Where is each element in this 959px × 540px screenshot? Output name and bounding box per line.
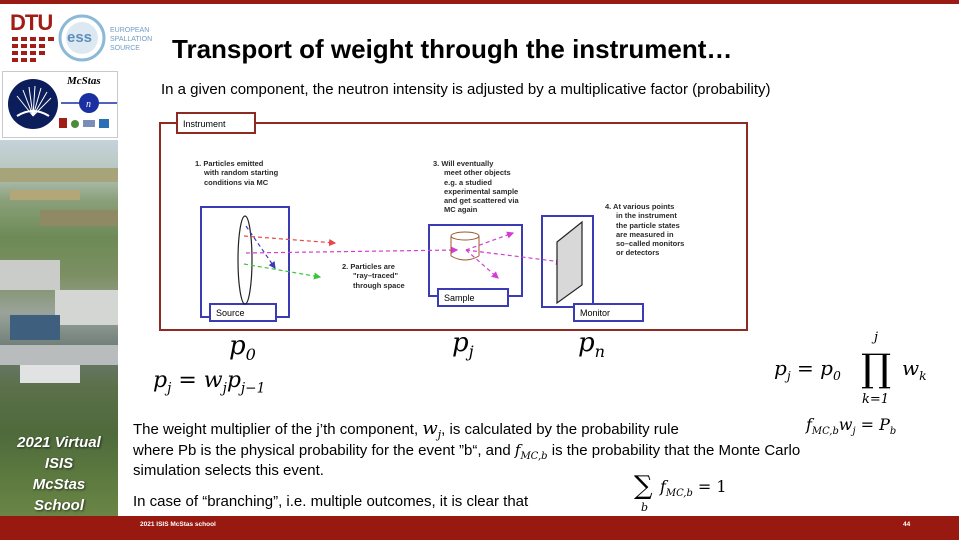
note-line: through space — [353, 280, 405, 290]
school-label-line: 2021 Virtual — [17, 434, 101, 451]
body-line-3: simulation selects this event. — [133, 462, 324, 479]
page-number: 44 — [903, 521, 911, 528]
probability-rule-formula: $f_{MC,b}w_j = P_b$ — [806, 415, 897, 438]
note-raytrace — [342, 262, 405, 290]
note-monitor — [605, 202, 684, 258]
ess-name-line: SOURCE — [110, 45, 140, 52]
sum-lower-limit: b — [641, 501, 649, 514]
sum-formula: ∑ b $f_{MC,b} = 1$ — [634, 471, 727, 514]
note-line: in the instrument — [616, 211, 677, 221]
source-box — [200, 206, 290, 318]
footer-text: 2021 ISIS McStas school — [140, 521, 216, 528]
school-label-line: School — [33, 497, 84, 514]
school-label-line: McStas — [32, 476, 86, 493]
mcstas-emblem-icon — [7, 76, 63, 132]
school-label — [0, 432, 118, 516]
note-line: or detectors — [616, 248, 660, 258]
body-line-2: where Pb is the physical probability for the event ”b“, and $f_{MC,b}$ is the probability that the Monte Carlo — [133, 441, 801, 462]
note-line: so–called monitors — [616, 239, 685, 249]
monitor-box — [541, 215, 594, 308]
note-line: the particle states — [616, 220, 680, 230]
monitor-label: Monitor — [573, 303, 644, 322]
ess-name-line: SPALLATION — [110, 36, 153, 43]
product-symbol: ∏ — [861, 346, 892, 390]
body-line-1: The weight multiplier of the j’th component, $w_j$, is calculated by the probability rule — [133, 418, 679, 441]
footer-bar — [0, 516, 959, 540]
partner-logos-icon — [57, 116, 117, 134]
slide-title: Transport of weight through the instrument… — [172, 34, 733, 64]
ess-name-line: EUROPEAN — [110, 27, 150, 34]
note-sample — [433, 159, 519, 215]
product-upper-limit: j — [874, 330, 879, 345]
product-formula: $p_j = p_0$ j ∏ k=1 $w_k$ — [774, 330, 927, 407]
pj-label: $p_j$ — [452, 328, 474, 362]
ess-logo-text: ess — [67, 29, 93, 46]
ess-name — [110, 26, 152, 53]
body-line-4: In case of “branching”, i.e. multiple outcomes, it is clear that — [133, 493, 529, 510]
pn-label: $p_n$ — [578, 328, 606, 362]
instrument-label: Instrument — [176, 112, 256, 134]
dtu-logo-text: DTU — [10, 10, 53, 35]
note-emit — [195, 159, 278, 187]
svg-text:n: n — [86, 99, 91, 110]
dtu-pattern-icon — [12, 37, 58, 65]
note-line: with random starting — [204, 168, 279, 178]
note-line: and get scattered via — [444, 196, 519, 206]
note-line: experimental sample — [444, 186, 519, 196]
recursion-formula: $p_j = w_jp_{j-1}$ — [153, 368, 266, 397]
ess-logo — [58, 14, 168, 64]
dtu-logo — [10, 10, 56, 66]
mcstas-logo — [2, 71, 118, 138]
note-line: 1. Particles emitted — [195, 159, 264, 168]
note-line: e.g. a studied — [444, 177, 492, 187]
top-accent-bar — [0, 0, 959, 4]
note-line: 2. Particles are — [342, 262, 395, 271]
p0-label: $p_0$ — [229, 331, 256, 365]
note-line: 3. Will eventually — [433, 159, 494, 168]
slide-subtitle: In a given component, the neutron intensity is adjusted by a multiplicative factor (probability) — [161, 81, 771, 98]
sample-box — [428, 224, 523, 297]
product-lower-limit: k=1 — [862, 392, 890, 407]
sample-label: Sample — [437, 288, 509, 307]
mcstas-logo-title: McStas — [67, 75, 101, 87]
school-label-line: ISIS — [44, 455, 74, 472]
note-line: MC again — [444, 205, 478, 215]
neutron-icon — [59, 92, 119, 114]
note-line: are measured in — [616, 229, 674, 239]
note-line: "ray–traced" — [353, 271, 399, 281]
source-label: Source — [209, 303, 277, 322]
note-line: meet other objects — [444, 168, 511, 178]
note-line: 4. At various points — [605, 202, 675, 211]
note-line: conditions via MC — [204, 177, 269, 187]
sum-symbol: ∑ — [634, 471, 653, 501]
